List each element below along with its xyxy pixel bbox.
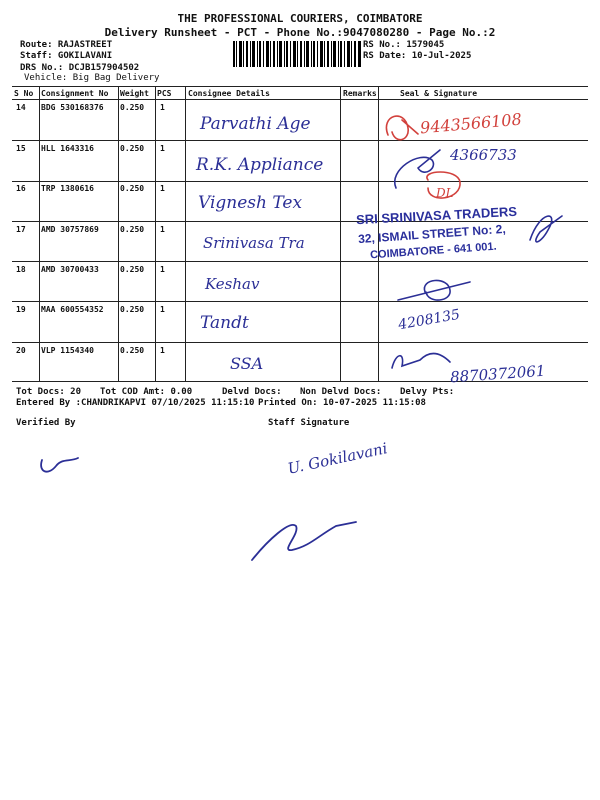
- row-consignment: MAA 600554352: [41, 305, 104, 314]
- col-header-pcs: PCS: [157, 89, 172, 98]
- row-consignee: Vignesh Tex: [198, 193, 303, 213]
- route-label: Route: RAJASTREET: [20, 40, 113, 50]
- row-consignment: VLP 1154340: [41, 346, 94, 355]
- row-pcs: 1: [160, 184, 165, 193]
- signature-number: 4366733: [450, 146, 517, 164]
- row-consignment: HLL 1643316: [41, 144, 94, 153]
- row-consignee: R.K. Appliance: [196, 155, 324, 175]
- row-sno: 18: [16, 265, 26, 274]
- row-weight: 0.250: [120, 346, 145, 355]
- row-weight: 0.250: [120, 265, 145, 274]
- row-consignment: AMD 30757869: [41, 225, 99, 234]
- col-header-sno: S No: [14, 89, 34, 98]
- row-consignment: TRP 1380616: [41, 184, 94, 193]
- staff-label: Staff: GOKILAVANI: [20, 51, 113, 61]
- row-consignee: SSA: [230, 354, 264, 373]
- row-sno: 19: [16, 305, 26, 314]
- row-weight: 0.250: [120, 184, 145, 193]
- delivered-docs: Delvd Docs:: [222, 387, 282, 397]
- rs-number: RS No.: 1579045: [363, 40, 445, 50]
- entered-by: Entered By :CHANDRIKAPVI 07/10/2025 11:15:10: [16, 398, 255, 408]
- stamp-line-1: SRI SRINIVASA TRADERS: [355, 203, 518, 228]
- row-sno: 16: [16, 184, 26, 193]
- row-consignee: Parvathi Age: [200, 114, 311, 134]
- runsheet-title: Delivery Runsheet - PCT - Phone No.:9047080280 - Page No.:2: [104, 26, 496, 39]
- table-top-rule: [12, 86, 588, 87]
- delivery-points: Delvy Pts:: [400, 387, 455, 397]
- total-docs: Tot Docs: 20: [16, 387, 82, 397]
- stamp-line-3: COIMBATORE - 641 001.: [369, 240, 498, 262]
- staff-signature-label: Staff Signature: [268, 418, 350, 428]
- row-divider: [12, 261, 588, 262]
- row-divider: [12, 181, 588, 182]
- row-sno: 14: [16, 103, 26, 112]
- row-pcs: 1: [160, 225, 165, 234]
- row-sno: 15: [16, 144, 26, 153]
- row-pcs: 1: [160, 144, 165, 153]
- col-divider: [118, 86, 119, 381]
- row-pcs: 1: [160, 103, 165, 112]
- row-weight: 0.250: [120, 225, 145, 234]
- col-header-consignee: Consignee Details: [188, 89, 270, 98]
- signature-number: 4208135: [397, 306, 462, 334]
- col-header-consignment: Consignment No: [41, 89, 109, 98]
- row-consignment: BDG 530168376: [41, 103, 104, 112]
- col-divider: [185, 86, 186, 381]
- row-weight: 0.250: [120, 305, 145, 314]
- col-divider: [340, 86, 341, 381]
- company-title: THE PROFESSIONAL COURIERS, COIMBATORE: [177, 12, 423, 25]
- non-delivered-docs: Non Delvd Docs:: [300, 387, 382, 397]
- staff-signature-name: U. Gokilavani: [286, 439, 389, 478]
- row-divider: [12, 140, 588, 141]
- col-header-signature: Seal & Signature: [400, 89, 478, 98]
- row-consignment: AMD 30700433: [41, 265, 99, 274]
- signature-phone: 9443566108: [419, 109, 523, 138]
- table-header-rule: [12, 99, 588, 100]
- col-header-weight: Weight: [120, 89, 149, 98]
- row-sno: 20: [16, 346, 26, 355]
- row-divider: [12, 342, 588, 343]
- stamp-line-2: 32, ISMAIL STREET No: 2,: [357, 221, 507, 247]
- signature-initials: DL: [436, 186, 454, 200]
- col-divider: [155, 86, 156, 381]
- col-header-remarks: Remarks: [343, 89, 377, 98]
- signature-phone: 8870372061: [449, 361, 546, 387]
- row-sno: 17: [16, 225, 26, 234]
- row-consignee: Srinivasa Tra: [203, 234, 305, 252]
- row-weight: 0.250: [120, 103, 145, 112]
- barcode: [233, 41, 361, 67]
- row-divider: [12, 301, 588, 302]
- row-pcs: 1: [160, 305, 165, 314]
- verified-by-label: Verified By: [16, 418, 76, 428]
- row-pcs: 1: [160, 265, 165, 274]
- row-consignee: Keshav: [205, 275, 260, 293]
- rs-date: RS Date: 10-Jul-2025: [363, 51, 472, 61]
- col-divider: [39, 86, 40, 381]
- total-cod-amount: Tot COD Amt: 0.00: [100, 387, 193, 397]
- vehicle-label: Vehicle: Big Bag Delivery: [24, 73, 160, 83]
- drs-number: DRS No.: DCJB157904502: [20, 63, 140, 73]
- row-weight: 0.250: [120, 144, 145, 153]
- printed-on: Printed On: 10-07-2025 11:15:08: [258, 398, 426, 408]
- row-pcs: 1: [160, 346, 165, 355]
- row-consignee: Tandt: [200, 313, 249, 333]
